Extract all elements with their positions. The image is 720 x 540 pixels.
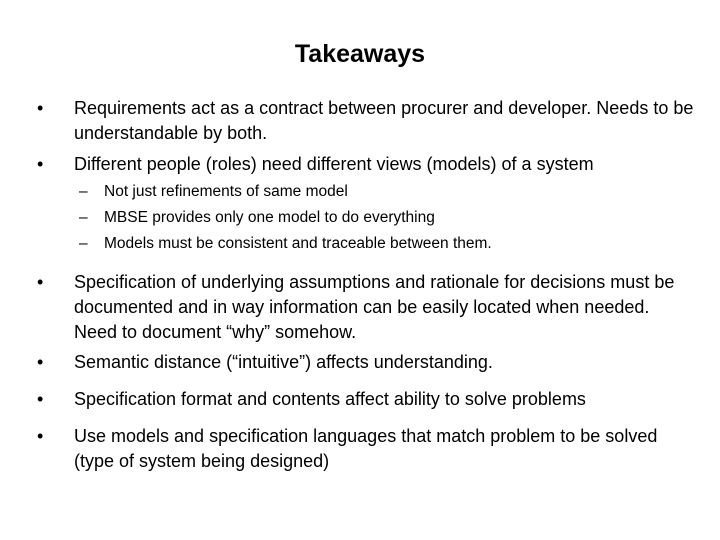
bullet-text: Specification format and contents affect ability to solve problems	[74, 389, 586, 409]
bullet-icon: •	[37, 154, 44, 174]
bullet-text: Different people (roles) need different views (models) of a system	[74, 154, 594, 174]
bullet-icon: •	[37, 352, 44, 372]
sub-bullet-text: Models must be consistent and traceable between them.	[104, 235, 492, 252]
bullet-text: Use models and specification languages that match problem to be solved (type of system being designed)	[74, 426, 658, 471]
bullet-text: Semantic distance (“intuitive”) affects understanding.	[74, 352, 493, 372]
slide-title: Takeaways	[294, 40, 426, 68]
bullet-icon: •	[37, 426, 44, 446]
bullet-icon: •	[37, 272, 44, 292]
bullet-text: Specification of underlying assumptions and rationale for decisions must be documented and in way information can be easily located when needed. Need to document “why” somehow.	[74, 272, 675, 342]
dash-icon: –	[79, 209, 88, 226]
sub-bullet-text: MBSE provides only one model to do everything	[104, 209, 435, 226]
bullet-text: Requirements act as a contract between procurer and developer. Needs to be understandable by both.	[74, 98, 694, 143]
bullet-icon: •	[37, 98, 44, 118]
dash-icon: –	[79, 235, 88, 252]
sub-bullet-text: Not just refinements of same model	[104, 183, 348, 200]
dash-icon: –	[79, 183, 88, 200]
bullet-icon: •	[37, 389, 44, 409]
